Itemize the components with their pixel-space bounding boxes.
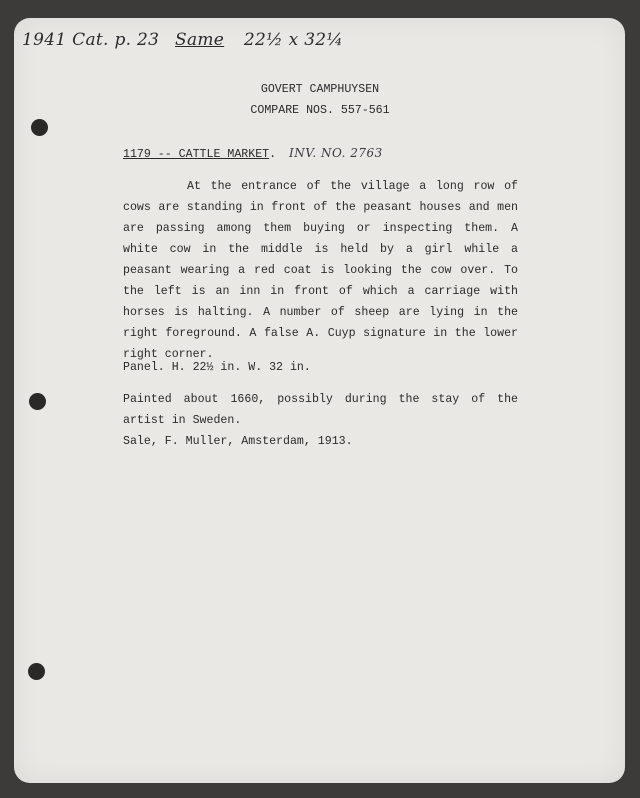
- entry-title-punct: .: [269, 148, 277, 161]
- handwritten-annotation: [22, 30, 343, 50]
- punch-hole: [31, 119, 48, 136]
- punch-hole: [28, 663, 45, 680]
- handwritten-dimensions: 22½ x 32¼: [243, 30, 344, 50]
- catalog-reference: 1941 Cat. p. 23: [22, 30, 160, 50]
- compare-heading: COMPARE NOS. 557-561: [250, 104, 390, 117]
- sale-note: Sale, F. Muller, Amsterdam, 1913.: [123, 435, 353, 448]
- panel-dimensions: Panel. H. 22½ in. W. 32 in.: [123, 361, 311, 374]
- same-note: Same: [175, 30, 225, 50]
- entry-title-line: [123, 146, 383, 161]
- entry-title: 1179 -- CATTLE MARKET: [123, 148, 270, 161]
- painted-note: Painted about 1660, possibly during the stay of the artist in Sweden.: [123, 393, 518, 427]
- artist-heading: GOVERT CAMPHUYSEN: [260, 83, 380, 96]
- inventory-number: INV. NO. 2763: [289, 146, 383, 160]
- description-paragraph: At the entrance of the village a long row of cows are standing in front of the peasant houses and men are passing among them buying or inspecting them. A white cow in the middle is held by a girl while a peasant wearing a red coat is looking the cow over. To the left is an inn in front of which a carriage with horses is halting. A number of sheep are lying in the right foreground. A false A. Cuyp signature in the lower right corner.: [123, 180, 518, 361]
- punch-hole: [29, 393, 46, 410]
